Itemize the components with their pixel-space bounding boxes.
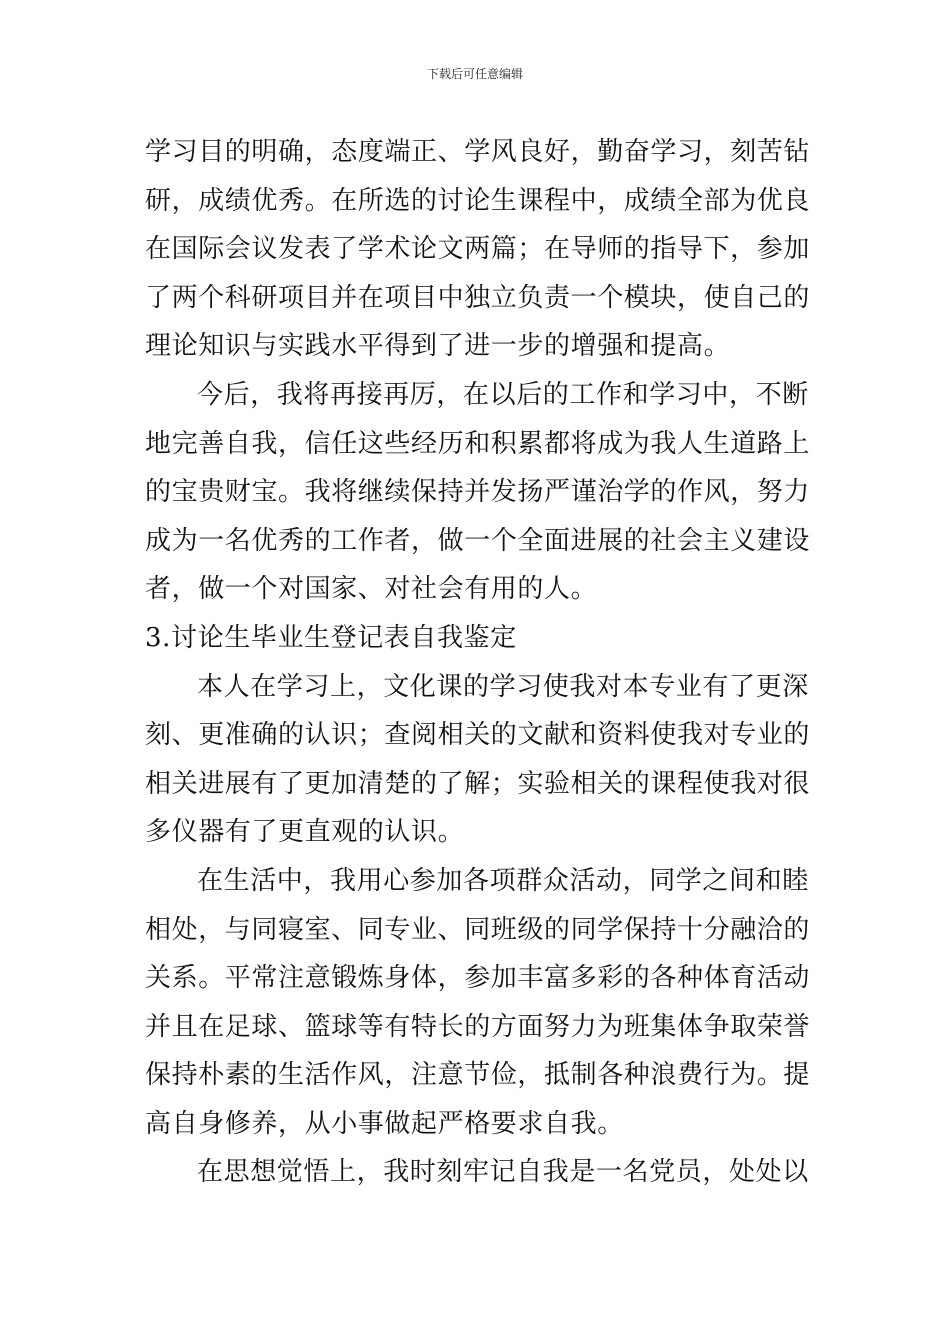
paragraph-start-line: 在生活中，我用心参加各项群众活动，同学之间和睦 [197,865,809,896]
section-heading: 3.讨论生毕业生登记表自我鉴定 [145,622,517,653]
body-line: 并且在足球、篮球等有特长的方面努力为班集体争取荣誉 [145,1011,811,1042]
paragraph-start-line: 本人在学习上，文化课的学习使我对本专业有了更深 [197,671,809,702]
body-line: 相处，与同寝室、同专业、同班级的同学保持十分融洽的 [145,914,811,945]
body-line: 了两个科研项目并在项目中独立负责一个模块，使自己的 [145,282,811,313]
body-line: 多仪器有了更直观的认识。 [145,817,465,848]
body-line: 刻、更准确的认识；查阅相关的文献和资料使我对专业的 [145,720,811,751]
body-line: 地完善自我，信任这些经历和积累都将成为我人生道路上 [145,428,811,459]
paragraph-start-line: 在思想觉悟上，我时刻牢记自我是一名党员，处处以 [197,1157,809,1188]
body-line: 的宝贵财宝。我将继续保持并发扬严谨治学的作风，努力 [145,477,811,508]
body-line: 高自身修养，从小事做起严格要求自我。 [145,1108,624,1139]
body-line: 关系。平常注意锻炼身体，参加丰富多彩的各种体育活动 [145,963,811,994]
document-body [145,128,811,1197]
body-line: 成为一名优秀的工作者，做一个全面进展的社会主义建设 [145,525,811,556]
body-line: 理论知识与实践水平得到了进一步的增强和提高。 [145,331,731,362]
body-line: 学习目的明确，态度端正、学风良好，勤奋学习，刻苦钻 [145,137,811,167]
body-line: 研，成绩优秀。在所选的讨论生课程中，成绩全部为优良 [145,185,811,216]
body-line: 保持朴素的生活作风，注意节俭，抵制各种浪费行为。提 [145,1060,811,1091]
body-line: 者，做一个对国家、对社会有用的人。 [145,574,598,605]
body-line: 在国际会议发表了学术论文两篇；在导师的指导下，参加 [145,234,811,265]
paragraph-start-line: 今后，我将再接再厉，在以后的工作和学习中，不断 [197,379,809,410]
body-line: 相关进展有了更加清楚的了解；实验相关的课程使我对很 [145,768,811,799]
page-header: 下载后可任意编辑 [426,67,523,81]
